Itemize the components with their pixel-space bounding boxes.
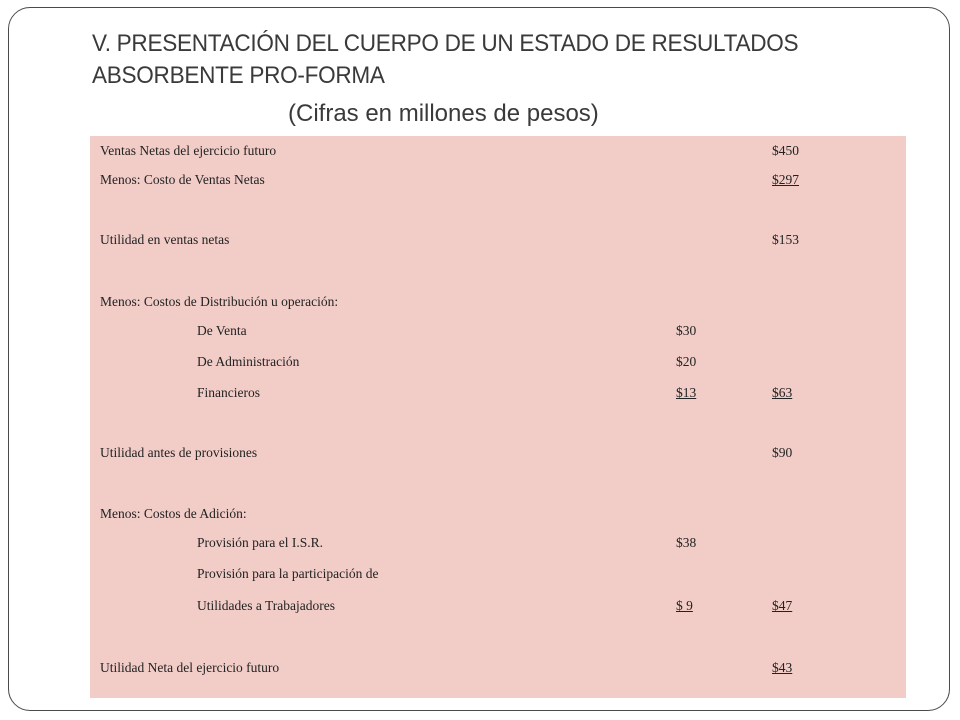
row-costos-distribucion [90, 294, 906, 314]
row-total-value: $90 [772, 445, 793, 460]
row-total-value: $450 [772, 143, 799, 158]
row-financieros [90, 385, 906, 405]
row-detail-value: $ 9 [676, 598, 693, 613]
row-total-value: $297 [772, 172, 799, 187]
row-label: Utilidad en ventas netas [100, 232, 230, 247]
row-total-value: $43 [772, 660, 793, 675]
row-total-value: $153 [772, 232, 799, 247]
slide-title [92, 28, 863, 92]
row-detail-value: $13 [676, 385, 697, 400]
row-detail-value: $20 [676, 354, 697, 369]
income-statement-table [90, 136, 906, 698]
row-label: Menos: Costos de Adición: [100, 506, 247, 521]
row-label: De Administración [197, 354, 300, 369]
row-provision-ptu [90, 566, 906, 586]
row-costo-ventas [90, 172, 906, 192]
row-utilidad-antes-provisiones [90, 445, 906, 465]
row-label: Menos: Costo de Ventas Netas [100, 172, 265, 187]
row-ventas-netas [90, 143, 906, 163]
row-label: Provisión para el I.S.R. [197, 535, 323, 550]
row-total-value: $63 [772, 385, 793, 400]
slide-subtitle: (Cifras en millones de pesos) [288, 100, 599, 127]
row-utilidad-ventas [90, 232, 906, 252]
row-detail-value: $38 [676, 535, 697, 550]
row-utilidades-trabajadores [90, 598, 906, 618]
row-label: Utilidades a Trabajadores [197, 598, 335, 613]
row-label: Menos: Costos de Distribución u operación: [100, 294, 339, 309]
row-total-value: $47 [772, 598, 793, 613]
row-label: Provisión para la participación de [197, 566, 379, 581]
title-line-2: ABSORBENTE PRO-FORMA [92, 62, 385, 89]
row-label: Ventas Netas del ejercicio futuro [100, 143, 277, 158]
row-costos-adicion [90, 506, 906, 526]
row-de-venta [90, 323, 906, 343]
row-detail-value: $30 [676, 323, 697, 338]
row-label: De Venta [197, 323, 247, 338]
row-provision-isr [90, 535, 906, 555]
row-label: Financieros [197, 385, 260, 400]
row-utilidad-neta [90, 660, 906, 680]
row-de-administracion [90, 354, 906, 374]
row-label: Utilidad Neta del ejercicio futuro [100, 660, 280, 675]
title-line-1: V. PRESENTACIÓN DEL CUERPO DE UN ESTADO DE RESULTADOS [92, 30, 799, 57]
row-label: Utilidad antes de provisiones [100, 445, 258, 460]
